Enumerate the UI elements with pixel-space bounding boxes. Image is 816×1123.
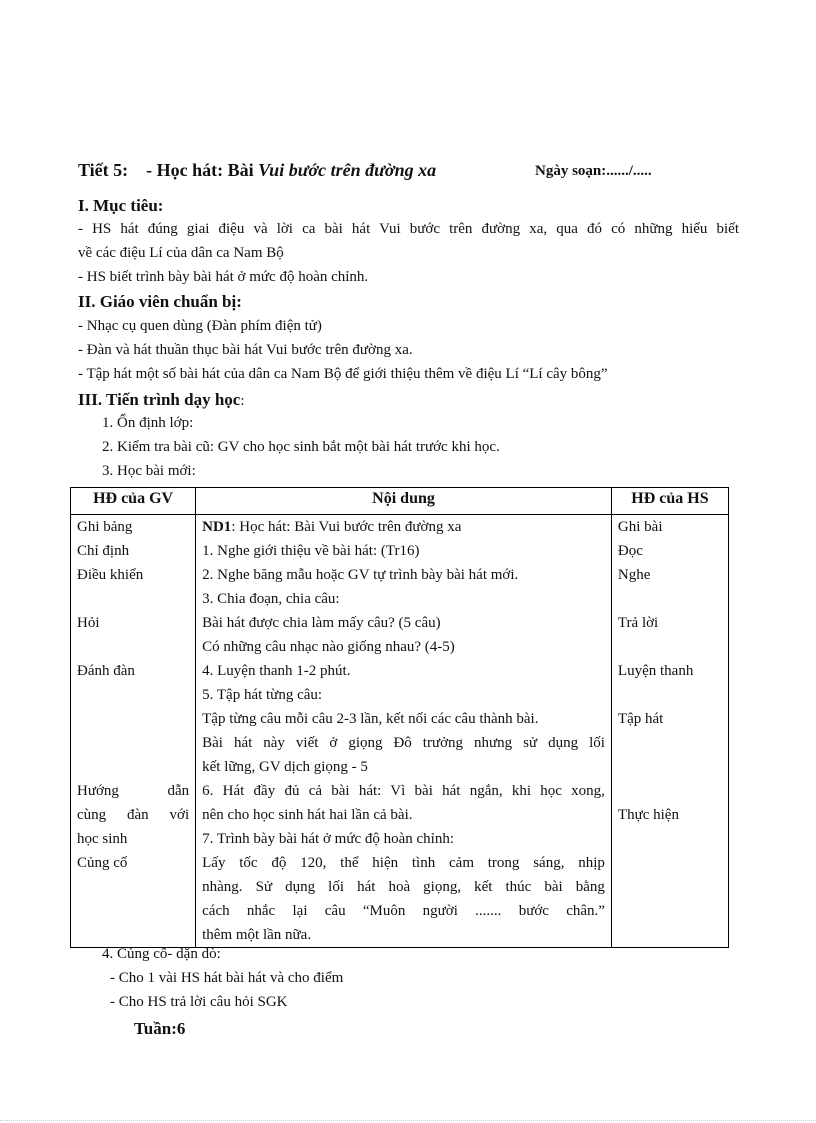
teacher-activity [77,635,189,659]
teacher-activity: Hướng dẫn [77,783,190,799]
teacher-activity: cùng đàn với [77,807,190,823]
content-line: ND1: Học hát: Bài Vui bước trên đường xa [202,519,462,535]
content-line: Lấy tốc độ 120, thể hiện tình cảm trong sáng, nhịp [202,855,605,871]
student-activity: Thực hiện [617,807,679,823]
content-line: 7. Trình bày bài hát ở mức độ hoàn chỉnh: [202,831,455,847]
process-step: 1. Ổn định lớp: [102,415,194,431]
objective-line: - HS biết trình bày bài hát ở mức độ hoàn chỉnh. [78,269,369,285]
lesson-topic: - Học hát: Bài [146,160,254,180]
teacher-activity: học sinh [77,831,128,847]
lesson-number: Tiết 5: [78,160,129,180]
preparation-line: - Nhạc cụ quen dùng (Đàn phím điện tử) [78,318,322,334]
preparation-line: - Tập hát một số bài hát của dân ca Nam Bộ để giới thiệu thêm về điệu Lí “Lí cây bông” [78,366,608,382]
student-activity [618,923,722,947]
content-line: Bài hát này viết ở giọng Đô trưởng nhưng sử dụng lối [202,735,605,751]
content-line: Tập từng câu mỗi câu 2-3 lần, kết nối các câu thành bài. [202,711,539,727]
date-label: Ngày soạn:....../..... [535,163,652,179]
content-line: 1. Nghe giới thiệu về bài hát: (Tr16) [202,543,420,559]
week-label: Tuần:6 [134,1019,186,1038]
lesson-plan-table [70,487,729,948]
header-student-activity: HĐ của HS [611,488,728,515]
student-activity [618,779,722,803]
section-preparation-title: II. Giáo viên chuẩn bị: [78,292,242,311]
student-activity-cell [611,515,728,948]
song-name: Vui bước trên đường xa [258,160,437,180]
student-activity [618,827,722,851]
content-line: 3. Chia đoạn, chia câu: [202,591,340,607]
lesson-title [78,160,436,181]
teacher-activity: Đánh đàn [77,663,135,679]
student-activity [618,875,722,899]
student-activity [618,899,722,923]
student-activity: Trả lời [617,615,659,631]
teacher-activity: Hỏi [77,615,100,631]
teacher-activity: Chỉ định [77,543,130,559]
content-line: Có những câu nhạc nào giống nhau? (4-5) [202,639,455,655]
teacher-activity [77,755,189,779]
student-activity [618,851,722,875]
objective-line: về các điệu Lí của dân ca Nam Bộ [78,245,284,261]
content-line: 4. Luyện thanh 1-2 phút. [202,663,351,679]
student-activity [618,587,722,611]
content-line: cách nhắc lại câu “Muôn người ....... bước chân.” [202,903,605,919]
content-line: 6. Hát đầy đủ cả bài hát: Vì bài hát ngắn, khi học xong, [202,783,605,799]
teacher-activity [77,587,189,611]
student-activity: Tập hát [617,711,664,727]
header-content: Nội dung [196,488,612,515]
section-process-title: III. Tiến trình dạy học: [78,390,245,409]
page-bottom-rule [0,1120,816,1121]
objective-line: - HS hát đúng giai điệu và lời ca bài hát Vui bước trên đường xa, qua đó có những hiểu biết [78,221,739,237]
content-line: 2. Nghe băng mẫu hoặc GV tự trình bày bài hát mới. [202,567,519,583]
teacher-activity: Ghi bảng [77,519,133,535]
student-activity [618,635,722,659]
student-activity: Luyện thanh [617,663,694,679]
student-activity: Đọc [617,543,643,559]
header-teacher-activity: HĐ của GV [71,488,196,515]
teacher-activity [77,731,189,755]
student-activity: Ghi bài [617,519,663,535]
content-line: Bài hát được chia làm mấy câu? (5 câu) [202,615,441,631]
teacher-activity: Điều khiển [77,567,144,583]
teacher-activity [77,707,189,731]
teacher-activity [77,683,189,707]
content-line: thêm một lần nữa. [202,927,312,943]
teacher-activity-cell [71,515,196,948]
content-line: kết lững, GV dịch giọng - 5 [202,759,368,775]
student-activity [618,683,722,707]
student-activity [618,755,722,779]
teacher-activity: Củng cố [77,855,128,871]
student-activity [618,731,722,755]
teacher-activity [77,899,189,923]
content-line: nên cho học sinh hát hai lần cả bài. [202,807,413,823]
consolidation-line: - Cho 1 vài HS hát bài hát và cho điểm [110,970,344,986]
consolidation-title: 4. Củng cố- dặn dò: [102,946,221,962]
content-line: 5. Tập hát từng câu: [202,687,323,703]
consolidation-line: - Cho HS trả lời câu hỏi SGK [110,994,288,1010]
student-activity: Nghe [617,567,651,583]
preparation-line: - Đàn và hát thuần thục bài hát Vui bước trên đường xa. [78,342,413,358]
section-objectives-title: I. Mục tiêu: [78,196,164,215]
process-step: 2. Kiểm tra bài cũ: GV cho học sinh bắt một bài hát trước khi học. [102,439,500,455]
content-line: nhàng. Sử dụng lối hát hoà giọng, kết thúc bài bằng [202,879,605,895]
process-step: 3. Học bài mới: [102,463,196,479]
teacher-activity [77,875,189,899]
content-cell [196,515,612,948]
teacher-activity [77,923,189,947]
